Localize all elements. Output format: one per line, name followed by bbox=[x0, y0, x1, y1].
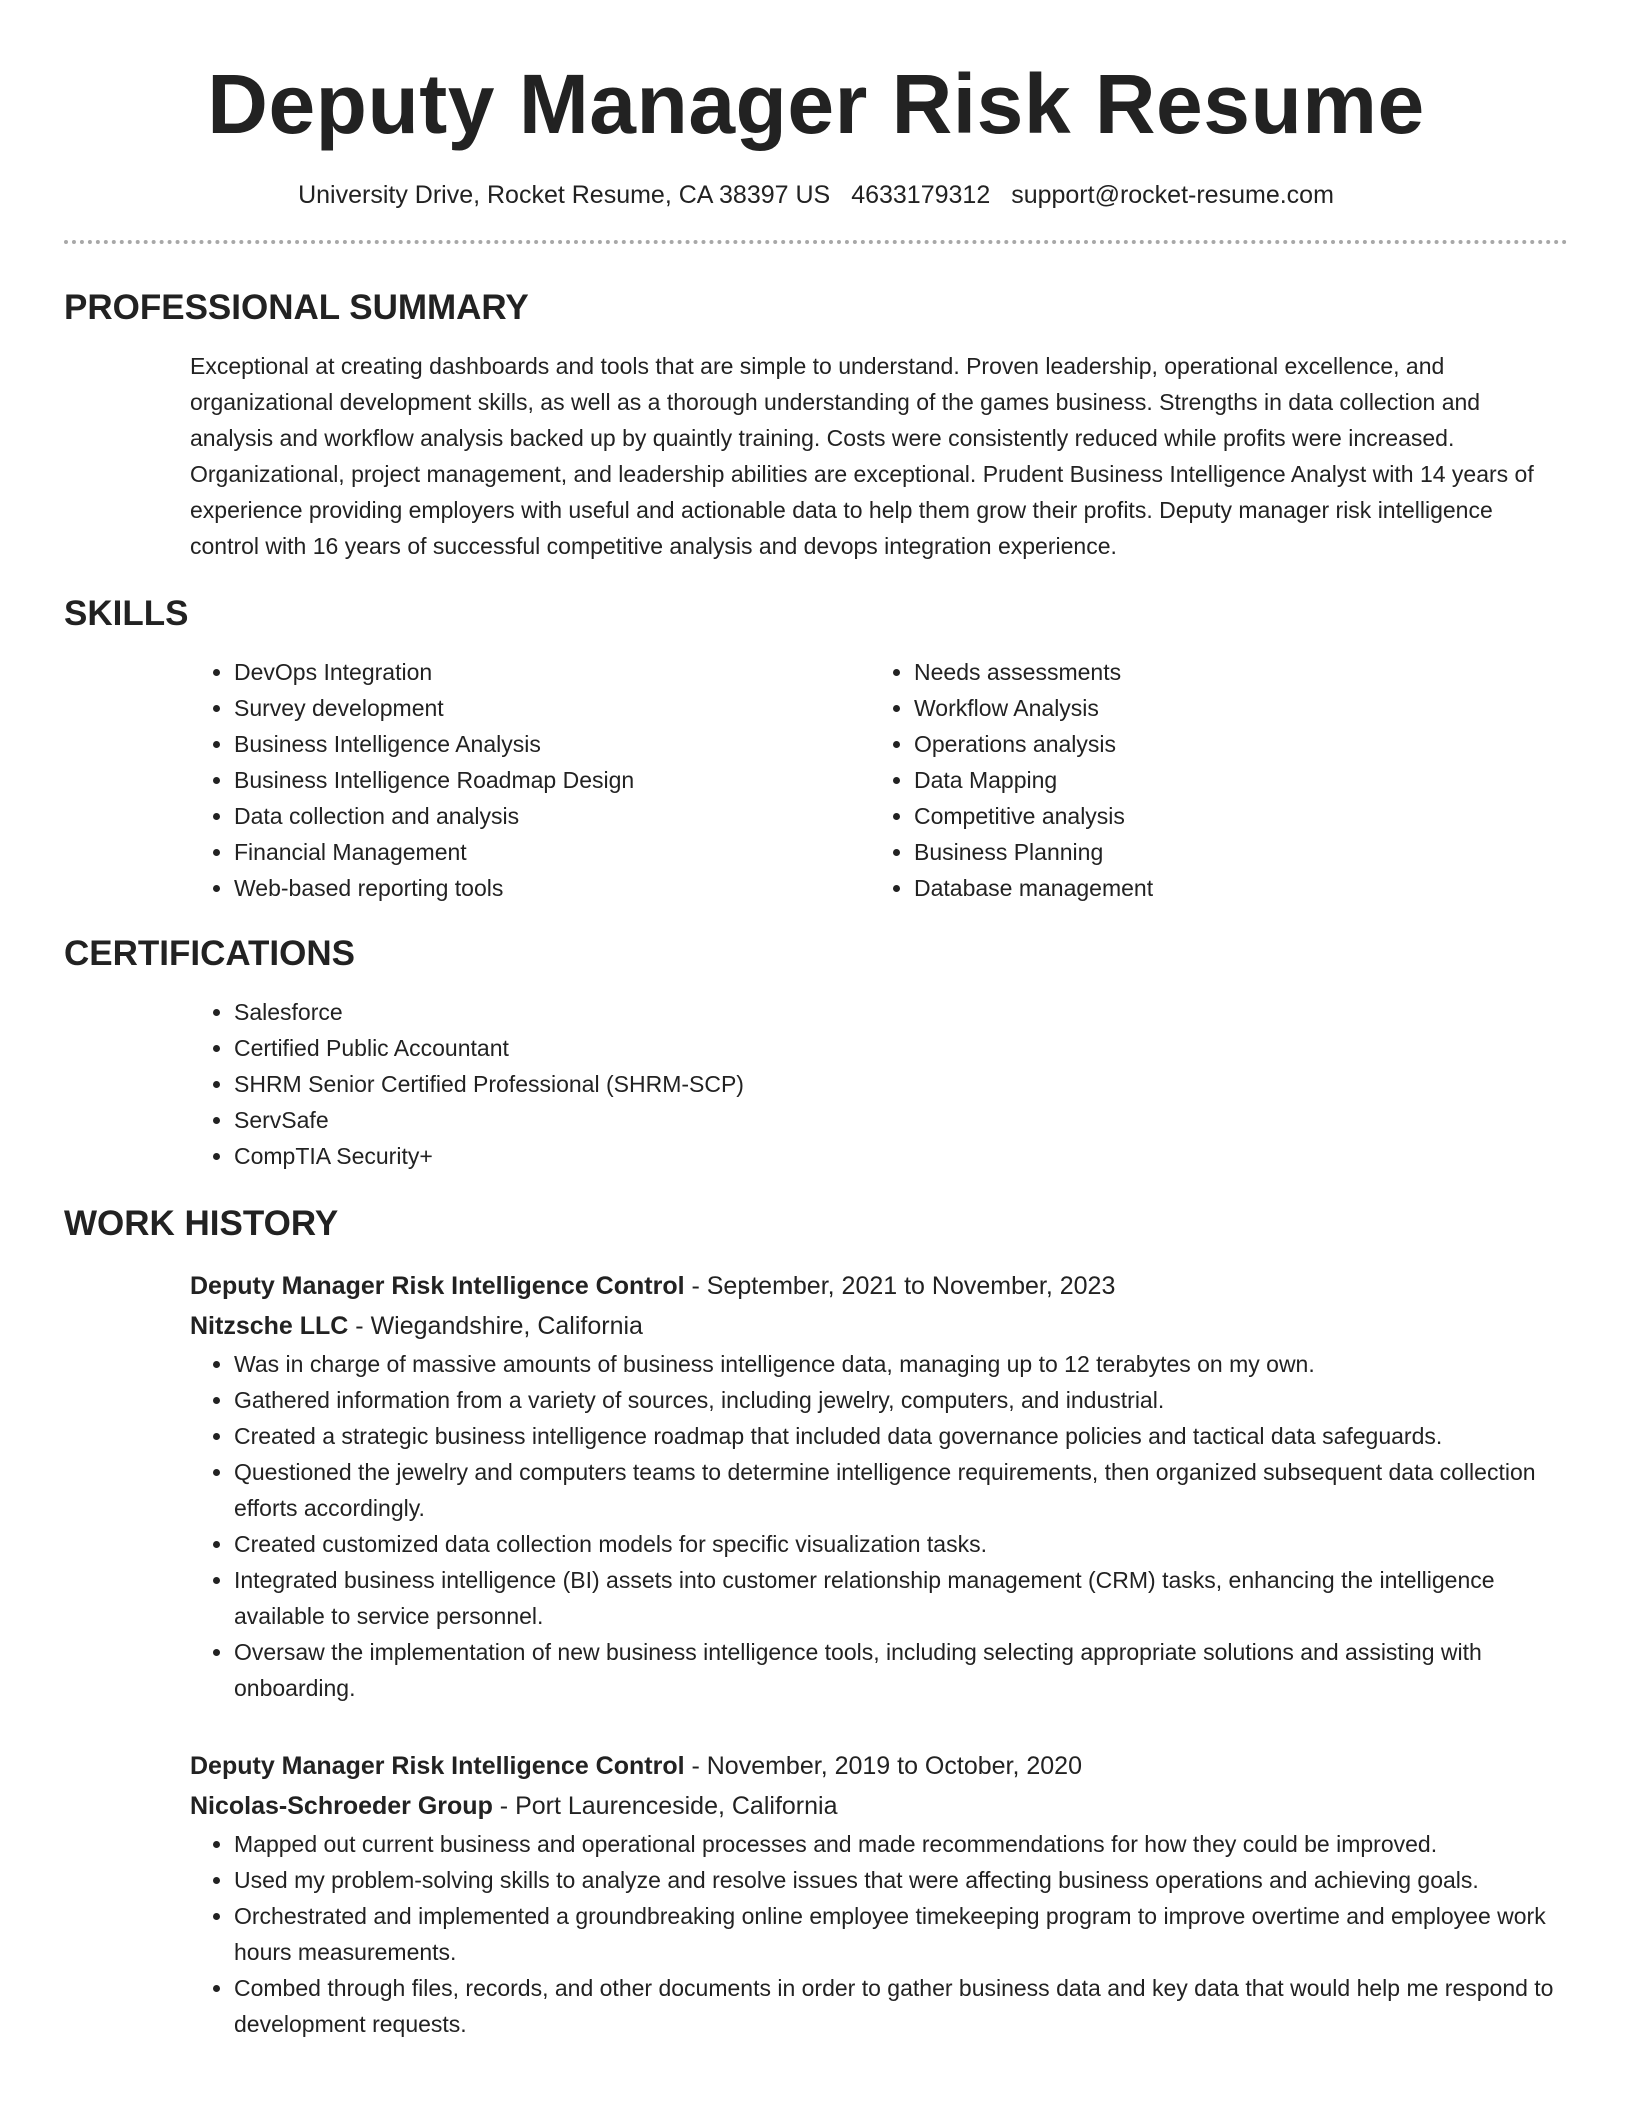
job-entry bbox=[190, 1746, 1568, 2042]
certification-item: • Certified Public Accountant bbox=[234, 1030, 1568, 1066]
job-title-line bbox=[190, 1266, 1568, 1306]
certifications-heading: CERTIFICATIONS bbox=[64, 934, 356, 973]
skill-item: • Needs assessments bbox=[914, 654, 1550, 690]
job-dates: - September, 2021 to November, 2023 bbox=[684, 1272, 1116, 1300]
job-bullets bbox=[190, 1826, 1568, 2042]
job-bullet: • Oversaw the implementation of new business intelligence tools, including selecting appropriate solutions and assisting with onboarding. bbox=[234, 1634, 1568, 1706]
certification-item: • SHRM Senior Certified Professional (SHRM-SCP) bbox=[234, 1066, 1568, 1102]
skills-column-right bbox=[870, 654, 1550, 906]
job-bullet: • Created customized data collection models for specific visualization tasks. bbox=[234, 1526, 1568, 1562]
contact-address: University Drive, Rocket Resume, CA 38397 US bbox=[298, 181, 831, 209]
job-bullet: • Used my problem-solving skills to analyze and resolve issues that were affecting business operations and achieving goals. bbox=[234, 1862, 1568, 1898]
job-entry bbox=[190, 1266, 1568, 1706]
skill-item: • DevOps Integration bbox=[234, 654, 870, 690]
job-title: Deputy Manager Risk Intelligence Control bbox=[190, 1272, 685, 1300]
header-divider bbox=[64, 240, 1568, 244]
job-bullet: • Orchestrated and implemented a groundbreaking online employee timekeeping program to improve overtime and employee work hours measurements. bbox=[234, 1898, 1568, 1970]
summary-heading: PROFESSIONAL SUMMARY bbox=[64, 288, 529, 327]
job-company-line bbox=[190, 1306, 1568, 1346]
skill-item: • Data Mapping bbox=[914, 762, 1550, 798]
job-bullet: • Mapped out current business and operational processes and made recommendations for how they could be improved. bbox=[234, 1826, 1568, 1862]
skill-item: • Competitive analysis bbox=[914, 798, 1550, 834]
certification-item: • CompTIA Security+ bbox=[234, 1138, 1568, 1174]
job-company: Nitzsche LLC bbox=[190, 1312, 349, 1340]
skills-list-right bbox=[870, 654, 1550, 906]
job-title: Deputy Manager Risk Intelligence Control bbox=[190, 1752, 685, 1780]
skill-item: • Financial Management bbox=[234, 834, 870, 870]
job-bullet: • Combed through files, records, and other documents in order to gather business data and key data that would help me respond to development requests. bbox=[234, 1970, 1568, 2042]
job-bullet: • Gathered information from a variety of sources, including jewelry, computers, and industrial. bbox=[234, 1382, 1568, 1418]
skill-item: • Survey development bbox=[234, 690, 870, 726]
certification-item: • Salesforce bbox=[234, 994, 1568, 1030]
certifications-list bbox=[190, 994, 1568, 1174]
resume-page bbox=[64, 0, 1568, 2042]
skills-list-left bbox=[190, 654, 870, 906]
skill-item: • Business Intelligence Analysis bbox=[234, 726, 870, 762]
skill-item: • Database management bbox=[914, 870, 1550, 906]
skills-column-left bbox=[190, 654, 870, 906]
skills-grid bbox=[190, 654, 1568, 906]
contact-email: support@rocket-resume.com bbox=[1011, 181, 1334, 209]
job-bullet: • Created a strategic business intelligence roadmap that included data governance policies and tactical data safeguards. bbox=[234, 1418, 1568, 1454]
skill-item: • Workflow Analysis bbox=[914, 690, 1550, 726]
job-title-line bbox=[190, 1746, 1568, 1786]
skill-item: • Data collection and analysis bbox=[234, 798, 870, 834]
contact-line bbox=[64, 178, 1568, 212]
summary-text: Exceptional at creating dashboards and tools that are simple to understand. Proven leadership, operational excellence, and organizational development skills, as well as a thorough understanding of the games business. Strengths in data collection and analysis and workflow analysis backed up by quaintly training. Costs were consistently reduced while profits were increased. Organizational, project management, and leadership abilities are exceptional. Prudent Business Intelligence Analyst with 14 years of experience providing employers with useful and actionable data to help them grow their profits. Deputy manager risk intelligence control with 16 years of successful competitive analysis and devops integration experience. bbox=[190, 353, 1534, 559]
skill-item: • Business Intelligence Roadmap Design bbox=[234, 762, 870, 798]
resume-title: Deputy Manager Risk Resume bbox=[207, 57, 1425, 151]
job-company: Nicolas-Schroeder Group bbox=[190, 1792, 493, 1820]
job-bullet: • Questioned the jewelry and computers teams to determine intelligence requirements, then organized subsequent data collection efforts accordingly. bbox=[234, 1454, 1568, 1526]
skill-item: • Web-based reporting tools bbox=[234, 870, 870, 906]
skill-item: • Business Planning bbox=[914, 834, 1550, 870]
job-bullet: • Was in charge of massive amounts of business intelligence data, managing up to 12 terabytes on my own. bbox=[234, 1346, 1568, 1382]
job-dates: - November, 2019 to October, 2020 bbox=[684, 1752, 1082, 1780]
job-bullet: • Integrated business intelligence (BI) assets into customer relationship management (CRM) tasks, enhancing the intelligence available to service personnel. bbox=[234, 1562, 1568, 1634]
job-location: - Wiegandshire, California bbox=[348, 1312, 643, 1340]
skills-heading: SKILLS bbox=[64, 594, 189, 633]
certifications-body bbox=[190, 994, 1568, 1174]
certification-item: • ServSafe bbox=[234, 1102, 1568, 1138]
job-location: - Port Laurenceside, California bbox=[492, 1792, 838, 1820]
work-history-heading: WORK HISTORY bbox=[64, 1204, 339, 1243]
skill-item: • Operations analysis bbox=[914, 726, 1550, 762]
job-bullets bbox=[190, 1346, 1568, 1706]
job-company-line bbox=[190, 1786, 1568, 1826]
contact-phone: 4633179312 bbox=[851, 181, 991, 209]
